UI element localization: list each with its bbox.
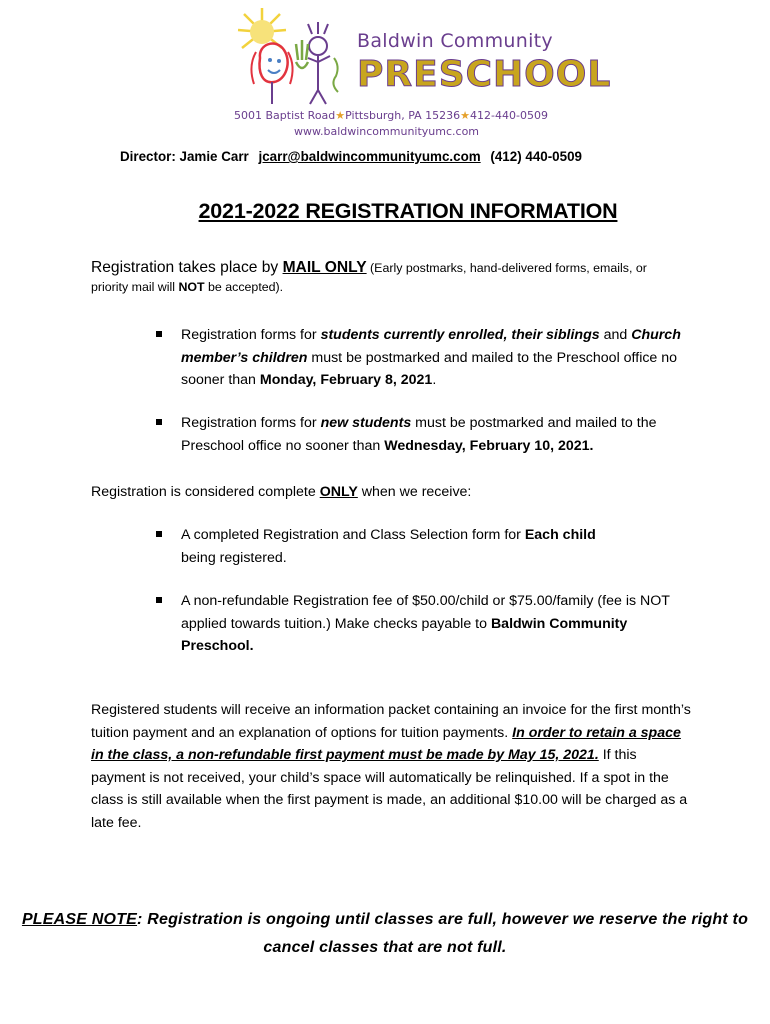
- director-phone: (412) 440-0509: [490, 149, 582, 164]
- preschool-logo: [200, 0, 612, 145]
- list-item: [156, 324, 716, 392]
- intro-line2: [91, 280, 283, 294]
- bullet-text-part: being registered.: [181, 549, 287, 566]
- children-drawing-logo-icon: [200, 0, 350, 110]
- page-title: 2021-2022 REGISTRATION INFORMATION: [198, 199, 618, 223]
- star-icon: ★: [460, 109, 471, 122]
- bullet-text-part: must be postmarked and mailed to the Preschool office no sooner than: [181, 349, 678, 388]
- bullet-text-part: Registration forms for: [181, 415, 321, 431]
- bullet-text: [181, 524, 606, 569]
- first-payment-deadline: In order to retain a space in the class, a non-refundable first payment must be made by May 15, 2021.: [91, 724, 681, 763]
- director-contact: [120, 149, 582, 164]
- intro-parenthetical: (Early postmarks, hand-delivered forms, emails, or: [366, 261, 647, 275]
- logo-preschool-word: PRESCHOOL: [357, 54, 612, 95]
- not-emphasis: NOT: [178, 280, 205, 294]
- bullet-text-part: and: [599, 327, 632, 343]
- logo-address-phone: 412-440-0509: [470, 109, 548, 122]
- bullet-icon: [156, 597, 162, 603]
- completion-text: Registration is considered complete: [91, 484, 320, 500]
- bullet-emphasis: Church member’s children: [181, 327, 681, 366]
- logo-address-city: Pittsburgh, PA 15236: [345, 109, 461, 122]
- bullet-text-part: .: [432, 372, 437, 388]
- logo-address: [234, 109, 548, 122]
- list-item: [156, 524, 606, 569]
- bullet-date: Wednesday, February 10, 2021.: [384, 437, 594, 454]
- bullet-text: [181, 412, 716, 457]
- intro-text: priority mail will: [91, 280, 179, 294]
- bullet-text: [181, 590, 696, 658]
- registered-text: If this payment is not received, your child’s space will automatically be relinquished. If a spot in the class is still available when the first payment is made, an additional $10.00 will be charged as a late fee.: [91, 747, 688, 831]
- only-emphasis: ONLY: [319, 484, 358, 500]
- bullet-text-part: must be postmarked and mailed to the Preschool office no sooner than: [181, 415, 657, 454]
- bullet-text-part: Registration forms for: [181, 327, 321, 343]
- bullet-text-part: A non-refundable Registration fee of $50.00/child or $75.00/family (fee is NOT applied towards tuition.) Make checks payable to: [181, 593, 670, 632]
- registered-paragraph: [91, 699, 691, 834]
- logo-website: www.baldwincommunityumc.com: [294, 125, 480, 138]
- intro-text: Registration takes place by: [91, 259, 283, 276]
- note-label: PLEASE NOTE: [21, 911, 138, 928]
- director-name: Director: Jamie Carr: [120, 149, 249, 164]
- logo-address-street: 5001 Baptist Road: [234, 109, 336, 122]
- please-note: [0, 906, 770, 962]
- note-text: : Registration is ongoing until classes are full, however we reserve the right to cancel classes that are not full.: [137, 911, 749, 956]
- bullet-emphasis: Baldwin Community Preschool.: [181, 615, 628, 654]
- list-item: [156, 412, 716, 457]
- bullet-emphasis: Each child: [524, 527, 596, 543]
- list-item: [156, 590, 696, 658]
- director-email-link[interactable]: jcarr@baldwincommunityumc.com: [258, 149, 481, 164]
- bullet-icon: [156, 419, 162, 425]
- bullet-text: [181, 324, 716, 392]
- bullet-date: Monday, February 8, 2021: [259, 372, 433, 388]
- bullet-text-part: A completed Registration and Class Selection form for: [181, 527, 525, 543]
- completion-text: when we receive:: [357, 484, 472, 500]
- intro-text: be accepted).: [204, 280, 284, 294]
- bullet-emphasis: students currently enrolled, their siblings: [320, 327, 600, 343]
- bullet-emphasis: new students: [320, 415, 412, 431]
- completion-paragraph: [91, 481, 471, 503]
- registered-text: Registered students will receive an information packet containing an invoice for the first month’s tuition payment and an explanation of options for tuition payments.: [91, 702, 691, 741]
- star-icon: ★: [335, 109, 346, 122]
- intro-paragraph: [91, 257, 731, 301]
- logo-school-name: Baldwin Community: [357, 30, 553, 52]
- mail-only-emphasis: MAIL ONLY: [282, 259, 367, 276]
- bullet-icon: [156, 331, 162, 337]
- bullet-icon: [156, 531, 162, 537]
